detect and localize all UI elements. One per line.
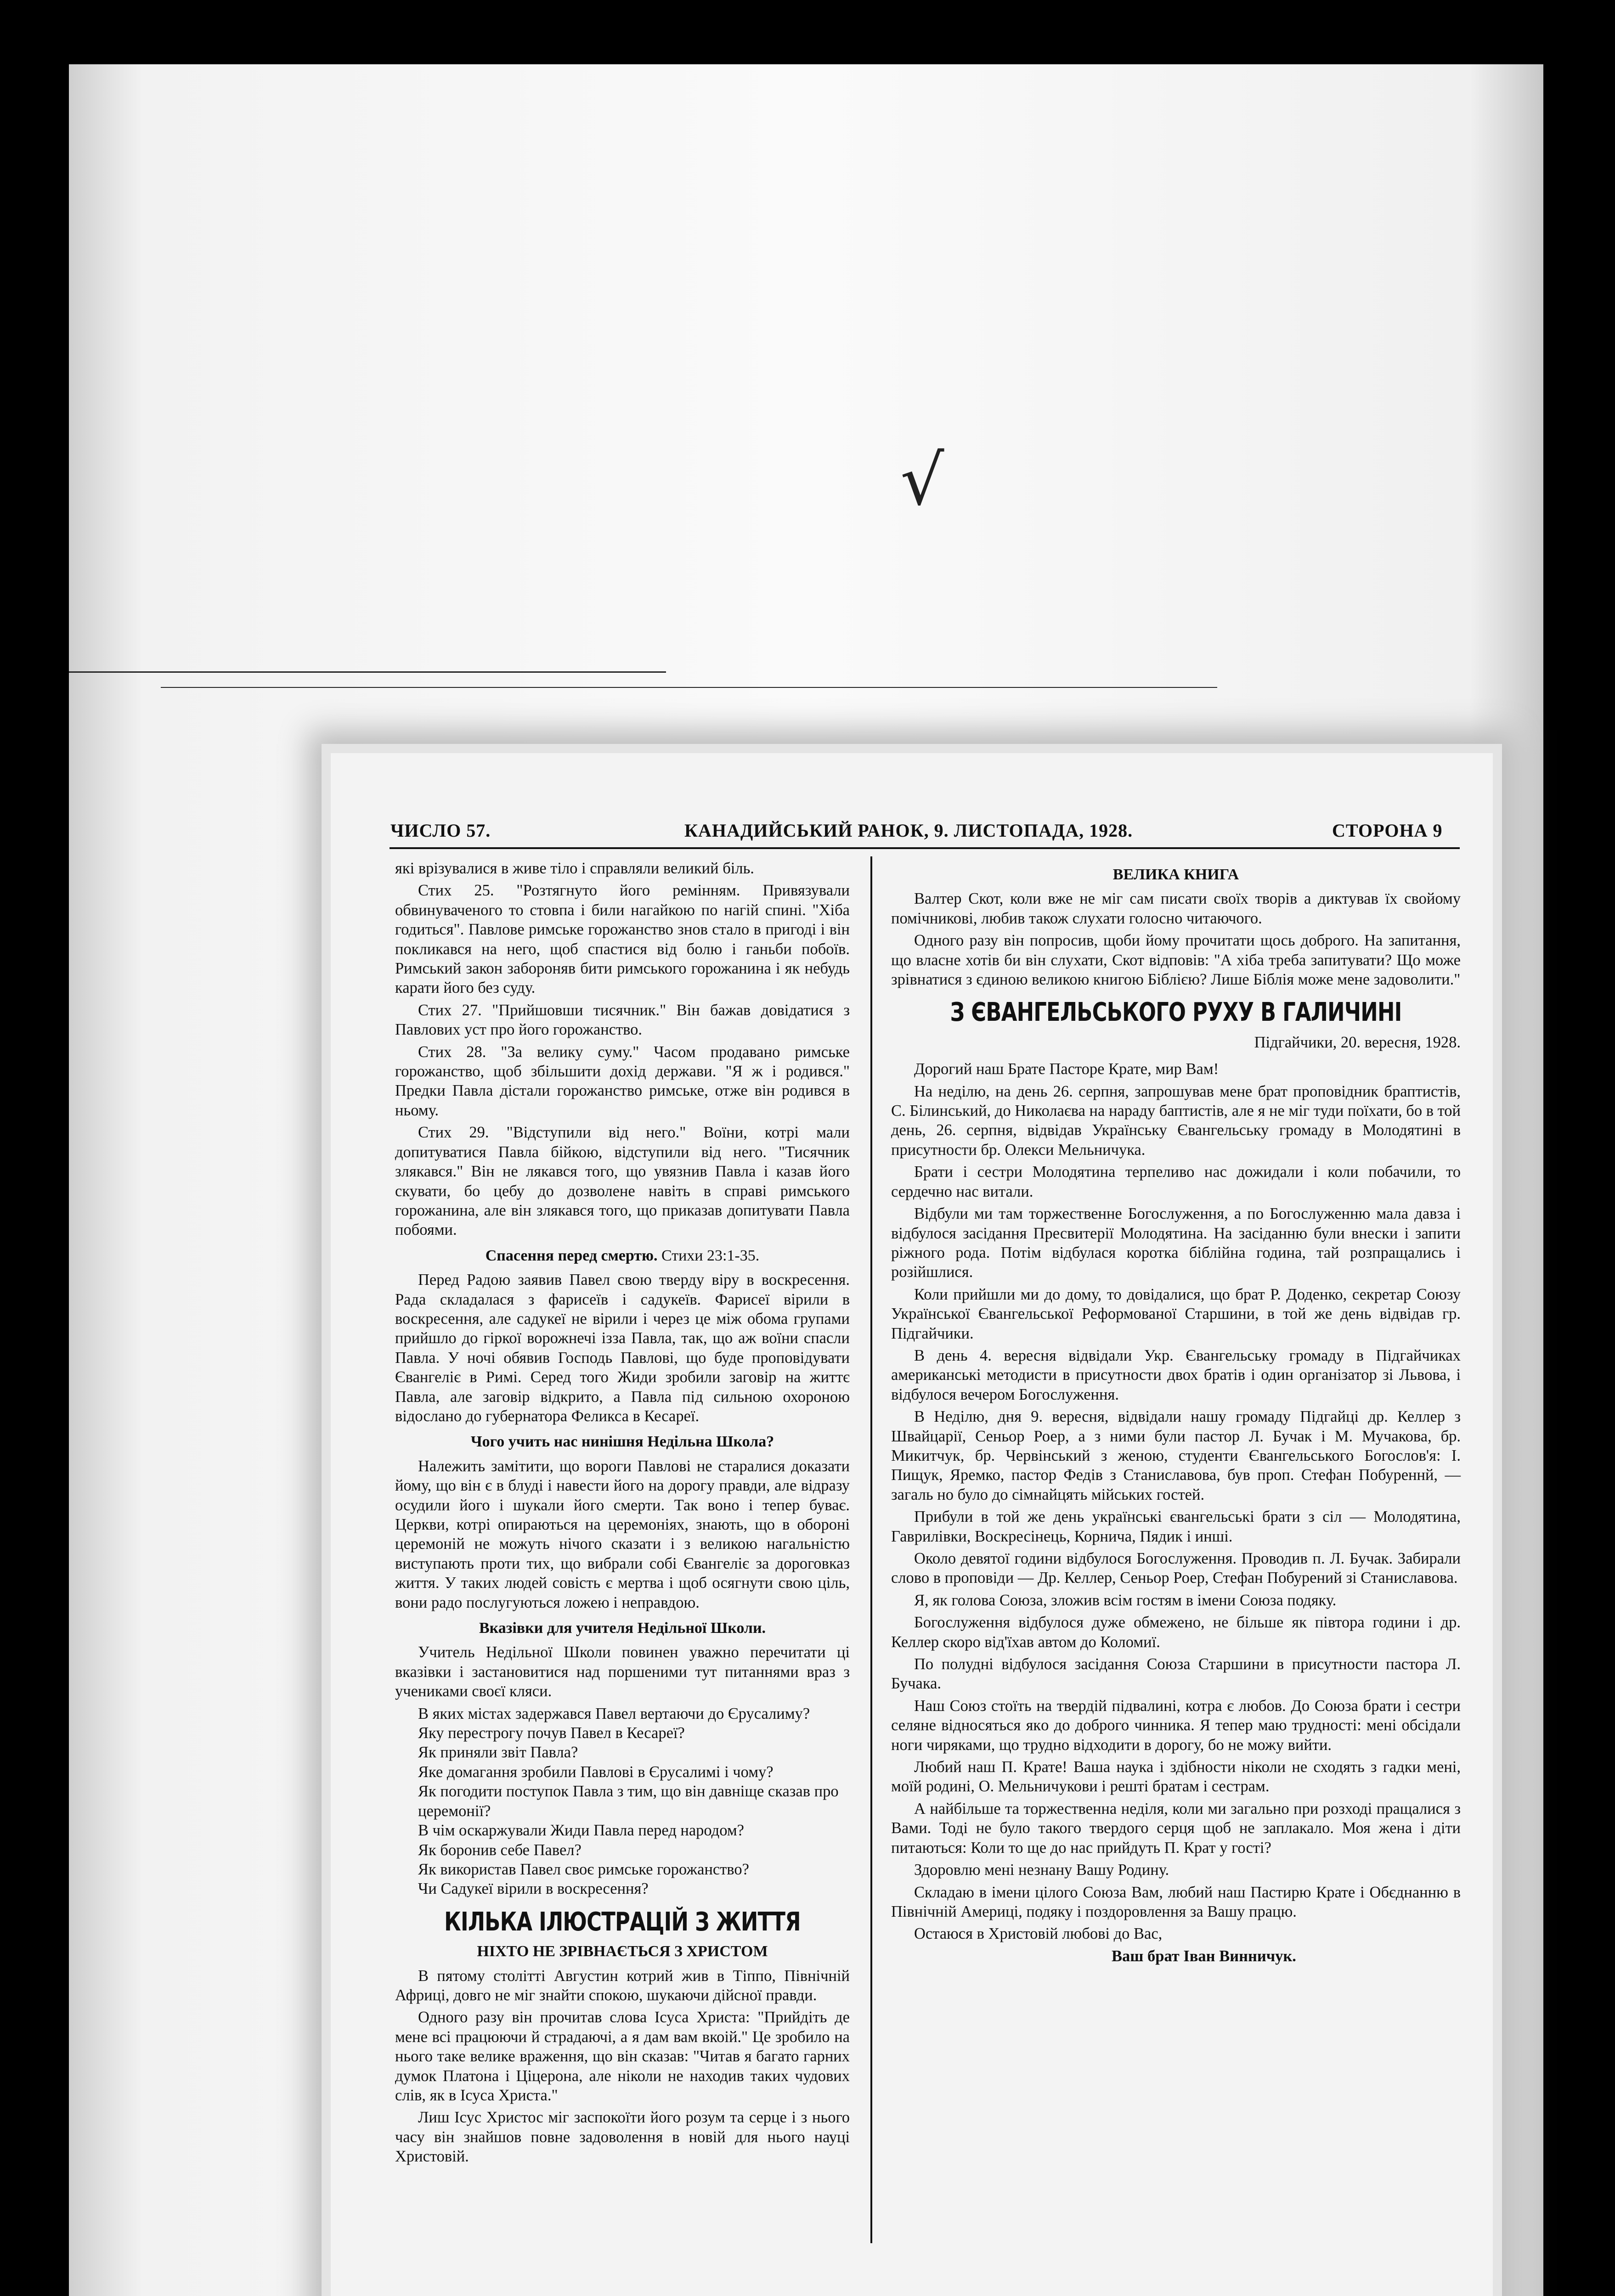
letter-paragraph: В Неділю, дня 9. вересня, відвідали нашу громаду Підгайці др. Келлер з Швайцарії, Сеньор Роер, а з ними були пастор Л. Бучак і М. Мучакова, бр. Микитчук, бр. Червінський з женою, студенти Євангельського Богослов'я: І. Пищук, Яремко, пастор Федів з Станиславова, був проп. Стефан Побуреннй, — загаль но було до сімнайцять мійських гостей.	[891, 1408, 1461, 1503]
article-paragraph: Стих 27. "Прийшовши тисячник." Він бажав довідатися з Павлових уст про його горожанство.	[395, 1001, 850, 1039]
dateline: Підгайчики, 20. вересня, 1928.	[1254, 1033, 1461, 1051]
newspaper-page	[322, 744, 1502, 2296]
film-scratch	[69, 671, 666, 673]
question-item: Як погодити поступок Павла з тим, що він давніще сказав про церемонії?	[418, 1783, 839, 1820]
article-paragraph: Стих 29. "Відступили від него." Воїни, котрі мали допитуватися Павла бійкою, відступили від него. "Тисячник злякався." Він не лякався того, що увязнив Павла і казав його скувати, бо цебу до дозволене навіть в справі римського горожанина, але він злякався того, що приказав допитувати Павла побоями.	[395, 1124, 850, 1239]
letter-paragraph: Остаюся в Христовій любові до Вас,	[914, 1925, 1163, 1943]
section-heading-text: Спасення перед смертю.	[485, 1247, 658, 1264]
section-heading: ВЕЛИКА КНИГА	[1112, 866, 1239, 883]
letter-paragraph: Любий наш П. Крате! Ваша наука і здібности ніколи не сходять з гадки мені, моїй родині, О. Мельничукови і решті братам і сестрам.	[891, 1758, 1461, 1795]
letter-signature: Ваш брат Іван Винничук.	[1112, 1947, 1296, 1965]
question-item: В чім оскаржували Жиди Павла перед народом?	[418, 1822, 744, 1840]
letter-paragraph: Складаю в імени цілого Союза Вам, любий наш Пастирю Крате і Обєднанню в Північній Америці, подяку і поздоровлення за Вашу працю.	[891, 1883, 1461, 1920]
question-item: Яке домагання зробили Павлові в Єрусалимі і чому?	[418, 1763, 774, 1781]
pen-mark: √	[900, 441, 944, 521]
letter-paragraph: Здоровлю мені незнану Вашу Родину.	[914, 1861, 1169, 1879]
letter-paragraph: Брати і сестри Молодятина терпеливо нас дожидали і коли побачили, то сердечно нас витали.	[891, 1163, 1461, 1200]
letter-paragraph: На неділю, на день 26. серпня, запрошував мене брат проповідник браптистів, С. Білинський, до Николаєва на нараду баптистів, але я не міг туди поїхати, бо в той день, 26. серпня, відвідав Українську Євангельську громаду в Молодятині в присутности бр. Олекси Мельничука.	[891, 1082, 1461, 1159]
column-divider	[870, 856, 872, 2243]
article-paragraph: Стих 25. "Розтягнуто його ремінням. Привязували обвинуваченого то стовпа і били нагайкою по нагій спині. "Хіба годиться". Павлове римське горожанство знов стало в пригоді і він покликався на него, щоб спастися від болю і ганьби побоїв. Римський закон забороняв бити римського горожанина і як небудь карати його без суду.	[395, 882, 850, 997]
question-item: Чи Садукеї вірили в воскресення?	[418, 1880, 649, 1898]
article-paragraph: Учитель Недільної Школи повинен уважно перечитати ці вказівки і застановитися над поршеними тут питаннями враз з учениками своєї кляси.	[395, 1643, 850, 1700]
article-paragraph: Валтер Скот, коли вже не міг сам писати своїх творів а диктував їх свойому помічникові, любив також слухати голосно читаючого.	[891, 890, 1461, 927]
feature-headline: КІЛЬКА ІЛЮСТРАЦІЙ З ЖИТТЯ	[444, 1907, 801, 1937]
question-item: В яких містах задержався Павел вертаючи до Єрусалиму?	[418, 1705, 810, 1722]
letter-paragraph: Коли прийшли ми до дому, то довідалися, що брат Р. Доденко, секретар Союзу Української Євангельської Реформованої Старшини, в той же день відвідав гр. Підгайчики.	[891, 1285, 1461, 1342]
section-heading	[395, 1246, 850, 1266]
masthead-issue: ЧИСЛО 57.	[390, 820, 491, 841]
question-item: Яку перестрогу почув Павел в Кесареї?	[418, 1724, 685, 1742]
section-heading: НІХТО НЕ ЗРІВНАЄТЬСЯ З ХРИСТОМ	[477, 1943, 768, 1960]
masthead-title: КАНАДИЙСЬКИЙ РАНОК, 9. ЛИСТОПАДА, 1928.	[684, 820, 1133, 841]
article-paragraph: В пятому столітті Августин котрий жив в Тіппо, Північній Африці, довго не міг знайти спокою, шукаючи дійсної правди.	[395, 1967, 850, 2004]
article-paragraph: Перед Радою заявив Павел свою тверду віру в воскресення. Рада складалася з фарисеїв і садукеїв. Фарисеї вірили в воскресення, але садукеї не вірили і через це між обома групами прийшло до гіркої ворожнечі ізза Павла, так, що аж воїни спасли Павла. У ночі обявив Господь Павлові, що буде проповідувати Євангеліє в Римі. Серед того Жиди зробили заговір на життє Павла, але заговір відкрито, а Павла під сильною охороною відослано до губернатора Феликса в Кесареї.	[395, 1271, 850, 1425]
letter-paragraph: По полудні відбулося засідання Союза Старшини в присутности пастора Л. Бучака.	[891, 1655, 1461, 1693]
section-heading: Вказівки для учителя Недільної Школи.	[479, 1620, 766, 1637]
article-paragraph: Одного разу він прочитав слова Ісуса Христа: "Прийдіть де мене всі працюючи й страдаючі, а я дам вам вкоій." Це зробило на нього таке велике враження, що він сказав: "Читав я багато гарних думок Платона і Ціцерона, але ніколи не находив таких чудових слів, як в Ісуса Христа."	[395, 2009, 850, 2104]
question-item: Як боронив себе Павел?	[418, 1841, 582, 1859]
film-scratch	[161, 687, 1217, 688]
right-column	[891, 859, 1461, 1969]
article-paragraph: Одного разу він попросив, щоби йому прочитати щось доброго. На запитання, що власне хотів би він слухати, Скот відповів: "А хіба треба запитувати? Що може зрівнатися з єдиною великою книгою Біблією? Лише Біблія може мене задоволити."	[891, 932, 1461, 989]
letter-paragraph: А найбільше та торжественна неділя, коли ми загально при розході пращалися з Вами. Тоді не було такого твердого серця щоб не заплакало. Моя жена і діти питаються: Коли то ще до нас прийдуть П. Крат у гості?	[891, 1800, 1461, 1857]
article-paragraph: Лиш Ісус Христос міг заспокоїти його розум та серце і з нього часу він знайшов повне задоволення в новій для нього науці Христовій.	[395, 2109, 850, 2166]
letter-paragraph: В день 4. вересня відвідали Укр. Євангельську громаду в Підгайчиках американські методисти в присутности двох братів і один організатор зі Львова, і відбулося вечером Богослуження.	[891, 1346, 1461, 1403]
feature-headline: З ЄВАНГЕЛЬСЬКОГО РУХУ В ГАЛИЧИНІ	[950, 997, 1402, 1028]
section-heading: Чого учить нас нинішня Недільна Школа?	[470, 1433, 774, 1451]
microfilm-frame	[69, 64, 1543, 2296]
article-paragraph: Належить замітити, що вороги Павлові не старалися доказати йому, що він є в блуді і навести його на дорогу правди, але відразу осудили його і шукали його смерти. Так воно і тепер буває. Церкви, котрі опираються на церемоніях, знають, що в обороні церемоній не можуть нічого сказати і з великою нагальністю виступають проти тих, що вибрали собі Євангеліє за дороговказ життя. У таких людей совість є мертва і щоб осягнути свою ціль, вони радо послугуються ложею і неправдою.	[395, 1457, 850, 1611]
section-heading-ref: Стихи 23:1-35.	[661, 1247, 760, 1264]
article-paragraph: Стих 28. "За велику суму." Часом продавано римське горожанство, щоб збільшити дохід держави. "Я ж і родився." Предки Павла дістали горожанство римське, отже він родився в ньому.	[395, 1043, 850, 1119]
letter-paragraph: Богослуження відбулося дуже обмежено, не більше як півтора години і др. Келлер скоро від'їхав автом до Коломиї.	[891, 1614, 1461, 1651]
question-item: Як використав Павел своє римське горожанство?	[418, 1860, 749, 1878]
article-paragraph: які врізувалися в живе тіло і справляли великий біль.	[395, 860, 754, 877]
masthead-page: СТОРОНА 9	[1332, 820, 1443, 841]
letter-greeting: Дорогий наш Брате Пасторе Крате, мир Вам!	[914, 1060, 1219, 1078]
question-item: Як приняли звіт Павла?	[418, 1744, 578, 1761]
letter-paragraph: Відбули ми там торжественне Богослуження, а по Богослуженню мала давза і відбулося засідання Пресвитерії Молодятина. На засіданню були внески і запити ріжного рода. Потім відбулася коротка біблійна година, тай розпращались і розійшлися.	[891, 1205, 1461, 1281]
letter-paragraph: Около девятої години відбулося Богослуження. Проводив п. Л. Бучак. Забирали слово в проповіди — Др. Келлер, Сеньор Роер, Стефан Побурений зі Станиславова.	[891, 1550, 1461, 1587]
letter-paragraph: Прибули в той же день українські євангельські брати з сіл — Молодятина, Гаврилівки, Воскресінець, Корнича, Пядик і инші.	[891, 1508, 1461, 1545]
page-inner	[331, 753, 1493, 2296]
letter-paragraph: Я, як голова Союза, зложив всім гостям в імени Союза подяку.	[914, 1591, 1337, 1609]
header-rule	[390, 847, 1460, 849]
letter-paragraph: Наш Союз стоїть на твердій підвалині, котра є любов. До Союза брати і сестри селяне відносяться якo до доброго чинника. Я тепер маю трудності: мені обсідали ноги чиряками, що трудно відходити в дорогу, бо не можу вийти.	[891, 1697, 1461, 1754]
left-column	[395, 859, 850, 2169]
